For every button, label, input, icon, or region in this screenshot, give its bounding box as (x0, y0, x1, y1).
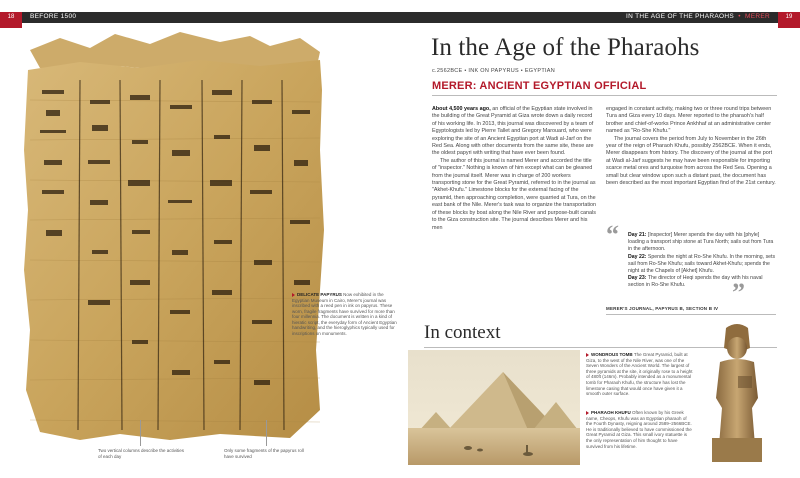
page-title: In the Age of the Pharaohs (431, 34, 700, 61)
quote-day-22-label: Day 22: (628, 253, 647, 260)
header-left-label: BEFORE 1500 (30, 13, 77, 20)
quote-divider (606, 314, 776, 315)
papyrus-caption-text: Now exhibited in the Egyptian Museum in Cairo, Merer's journal was inscribed with a reed pen in ink on papyrus. These worn, fragile fragments have survived for more than four millennia. The document is written in a kind of hieratic script, the everyday form of Ancient Egyptian handwriting, and the hieroglyphics typically used for inscriptions on monuments. (292, 292, 397, 336)
quote-day-23-text: The director of Heqi spends the day with his naval section in Ro-She Khufu. (628, 275, 763, 289)
pyramid-caption-text: The Great Pyramid, built at Giza, to the west of the Nile River, was one of the Seven Wonders of the Ancient World. The largest of three pyramids at the site, it originally rose to a height of 480ft (146m). Probably intended as a monumental tomb for Pharaoh Khufu, the structure has lost the limestone casing that would once have given it a smooth outer surface. (586, 352, 693, 397)
open-quote-icon: “ (606, 220, 619, 249)
article-column-2 (606, 106, 776, 187)
artifact-meta: c.2562BCE • INK ON PAPYRUS • EGYPTIAN (432, 68, 556, 74)
quote-day-21-text: [Inspector] Merer spends the day with his [phyle] loading a transport ship stone at Tura North; sails out from Tura in the afternoon. (628, 232, 774, 253)
article-column-1 (432, 106, 597, 232)
article-subtitle: MERER: ANCIENT EGYPTIAN OFFICIAL (432, 80, 647, 92)
header-bar (0, 0, 800, 28)
right-page-number: 19 (778, 12, 800, 28)
header-section: IN THE AGE OF THE PHARAOHS (626, 13, 734, 20)
papyrus-image (20, 30, 392, 445)
paragraph-1-text: an official of the Egyptian state involved in the building of the Great Pyramid at Giza wrote down a daily record of his working life. In 2013, this journal was discovered by a team of Egyptologists led by Pierre Tallet and Gregory Marouard, who were exploring the site of an Ancient Egyptian port at Wadi al-Jarf on the Red Sea. Along with other documents from the same site, these are the oldest papyri with writing that have ever been found. (432, 106, 594, 157)
paragraph-1 (432, 106, 597, 158)
papyrus-caption (292, 292, 402, 336)
paragraph-3: engaged in constant activity, making two or three round trips between Tura and Giza every 10 days. Merer reported to the pharaoh's half brother and chief-of-works Prince Ankhhaf at an administrative center named as "Ro-She Khufu." (606, 106, 772, 135)
annotation-fragments: Only some fragments of the papyrus roll have survived (224, 448, 304, 459)
quote-source: MERER'S JOURNAL, PAPYRUS B, SECTION B IV (606, 306, 719, 311)
quote-day-23-label: Day 23: (628, 275, 647, 282)
caption-pointer-icon (586, 411, 589, 415)
header-subsection: MERER (745, 13, 770, 20)
annotation-columns: Two vertical columns describe the activities of each day (98, 448, 185, 459)
lead-in: About 4,500 years ago, (432, 106, 491, 112)
leader-line-left (140, 420, 141, 446)
leader-line-right (266, 420, 267, 446)
close-quote-icon: ” (732, 278, 745, 307)
left-page-number: 18 (0, 12, 22, 28)
khufu-caption-text: Often known by his Greek name, Cheops, Khufu was an Egyptian pharaoh of the Fourth Dynasty, reigning around 2589–2566BCE. He is traditionally believed to have commissioned the Great Pyramid at Giza. This small ivory statuette is the only representation of him thought to have survived from his lifetime. (586, 410, 692, 449)
pyramid-caption-title: WONDROUS TOMB (591, 352, 633, 357)
quote-day-22-text: Spends the night at Ro-She Khufu. In the morning, sets sail from Ro-She Khufu; sails toward Akhet-Khufu; spends the night at the Chapels of [Akhet] Khufu. (628, 253, 776, 275)
caption-pointer-icon (586, 353, 589, 357)
title-divider (432, 95, 777, 96)
quote-day-21-label: Day 21: (628, 232, 647, 238)
paragraph-2: The author of this journal is named Merer and accorded the title of "inspector." Nothing is known of him except what can be gleaned from the journal itself. Merer was in charge of 200 workers transporting stone for the Great Pyramid, referred to in the journal as "Akhet-Khufu." Limestone blocks for the external facing of the pyramid, then approaching completion, were quarried at Tura, on the east bank of the Nile. Merer's task was to organize the transportation of these blocks by boat along the Nile River and purpose-built canals to the Giza construction site. The journal describes Merer and his men (432, 157, 597, 231)
pyramid-illustration (408, 350, 580, 465)
header-dot: • (736, 13, 743, 20)
caption-pointer-icon (292, 293, 295, 297)
papyrus-caption-title: DELICATE PAPYRUS (297, 292, 342, 297)
khufu-caption (586, 410, 694, 449)
quote-text (628, 232, 776, 290)
context-heading: In context (424, 322, 501, 343)
khufu-caption-title: PHARAOH KHUFU (591, 410, 631, 415)
papyrus-illustration (20, 30, 392, 445)
khufu-statuette (698, 318, 776, 468)
pyramid-caption (586, 352, 694, 397)
paragraph-4: The journal covers the period from July to November in the 26th year of the reign of Pharaoh Khufu, possibly 2562BCE. When it ends, Merer disappears from history. The discovery of the journal at the port at Wadi al-Jarf suggests he may have been responsible for importing scarce metal ores and turquoise from across the Red Sea. Opening a small but clear window upon such a distant past, the document has been described as the most important Egyptian find of the 21st century. (606, 135, 776, 187)
header-right-label (626, 13, 770, 20)
